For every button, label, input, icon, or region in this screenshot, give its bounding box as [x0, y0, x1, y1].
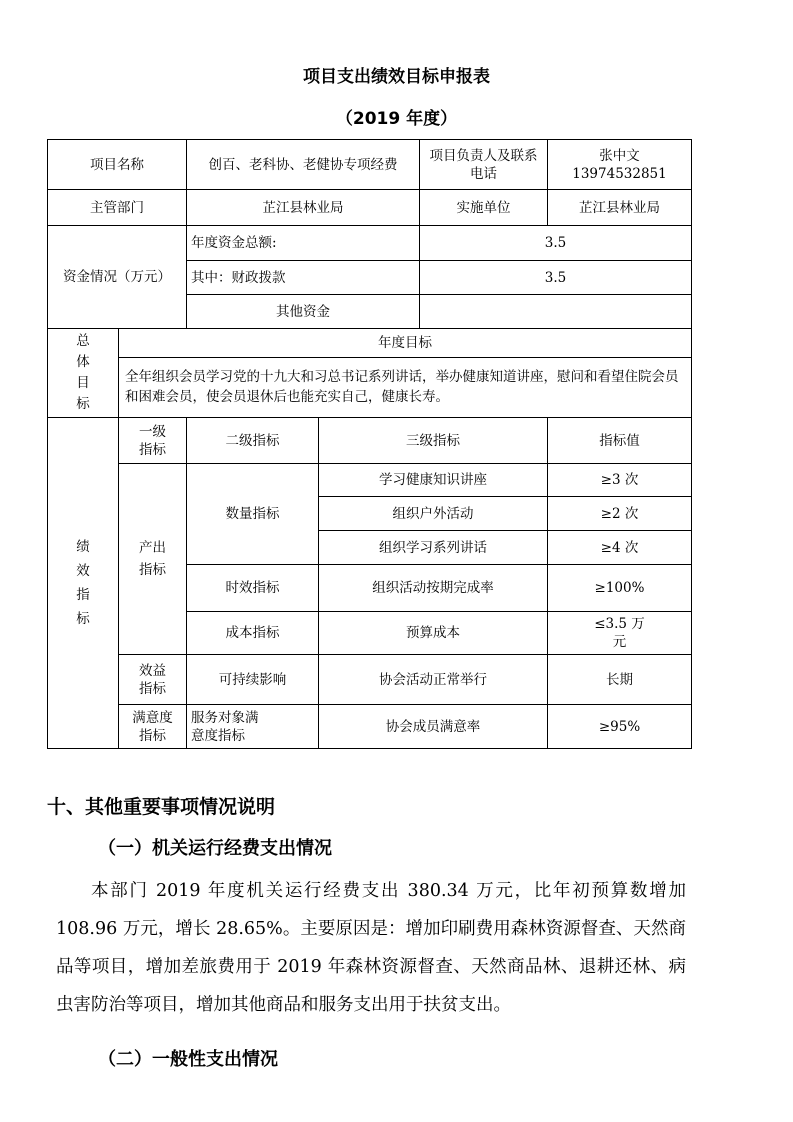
perf-label [48, 418, 119, 749]
benefit-label [119, 655, 187, 705]
performance-form-table [47, 139, 692, 749]
funds-other-label: 其他资金 [187, 295, 420, 329]
benefit-value: 长期 [548, 655, 692, 705]
dept-value: 芷江县林业局 [187, 190, 420, 226]
perf-label-text: 绩效指标 [76, 539, 90, 627]
output-label-text: 产出指标 [139, 540, 166, 578]
satisfaction-value: ≥95% [548, 705, 692, 749]
quantity-row-2-value: ≥2 次 [548, 497, 692, 531]
dept-label: 主管部门 [48, 190, 187, 226]
quantity-row-2-l3: 组织户外活动 [319, 497, 548, 531]
quantity-row-3-value: ≥4 次 [548, 531, 692, 565]
benefit-l3: 协会活动正常举行 [319, 655, 548, 705]
section-10-1-heading: （一）机关运行经费支出情况 [98, 838, 332, 859]
funds-total-value: 3.5 [420, 226, 692, 261]
cost-label: 成本指标 [187, 612, 319, 655]
col-value-header: 指标值 [548, 418, 692, 464]
satisfaction-l2-text: 服务对象满意度指标 [191, 709, 259, 744]
benefit-label-text: 效益指标 [139, 662, 166, 697]
quantity-row-1-l3: 学习健康知识讲座 [319, 464, 548, 497]
col-l1-header [119, 418, 187, 464]
col-l2-header: 二级指标 [187, 418, 319, 464]
quantity-label: 数量指标 [187, 464, 319, 565]
goal-text: 全年组织会员学习党的十九大和习总书记系列讲话，举办健康知道讲座，慰问和看望住院会员和困难会员，使会员退休后也能充实自己，健康长寿。 [119, 357, 692, 417]
funds-fiscal-value: 3.5 [420, 261, 692, 295]
timeliness-value: ≥100% [548, 565, 692, 612]
funds-label: 资金情况（万元） [48, 226, 187, 329]
cost-l3: 预算成本 [319, 612, 548, 655]
col-l3-header: 三级指标 [319, 418, 548, 464]
satisfaction-l3: 协会成员满意率 [319, 705, 548, 749]
section-10-1-paragraph: 本部门 2019 年度机关运行经费支出 380.34 万元，比年初预算数增加 108.96 万元，增长 28.65%。主要原因是：增加印刷费用森林资源督查、天然商品等项目，增加差旅费用于 2019 年森林资源督查、天然商品林、退耕还林、病虫害防治等项目，增加其他商品和服务支出用于扶贫支出。 [56, 881, 686, 1015]
impl-value: 芷江县林业局 [548, 190, 692, 226]
timeliness-label: 时效指标 [187, 565, 319, 612]
benefit-l2: 可持续影响 [187, 655, 319, 705]
quantity-row-1-value: ≥3 次 [548, 464, 692, 497]
section-10-heading: 十、其他重要事项情况说明 [47, 796, 276, 818]
project-name-value: 创百、老科协、老健协专项经费 [187, 140, 420, 190]
funds-fiscal-label: 其中：财政拨款 [187, 261, 420, 295]
quantity-row-3-l3: 组织学习系列讲话 [319, 531, 548, 565]
satisfaction-l2 [187, 705, 319, 749]
section-10-2-heading: （二）一般性支出情况 [98, 1049, 278, 1070]
goal-label-text: 总体目标 [76, 333, 90, 412]
contact-label: 项目负责人及联系电话 [420, 140, 548, 190]
satisfaction-label [119, 705, 187, 749]
goal-label [48, 329, 119, 418]
col-l1-header-text: 一级指标 [139, 423, 166, 458]
impl-label: 实施单位 [420, 190, 548, 226]
form-title: 项目支出绩效目标申报表 [303, 67, 490, 87]
satisfaction-label-text: 满意度指标 [132, 709, 173, 744]
goal-header: 年度目标 [119, 329, 692, 358]
form-year: （2019 年度） [335, 109, 458, 129]
funds-total-label: 年度资金总额: [187, 226, 420, 261]
funds-other-value [420, 295, 692, 329]
contact-value: 张中文 13974532851 [548, 140, 692, 190]
output-label [119, 464, 187, 655]
cost-value-text: ≤3.5 万元 [594, 616, 645, 650]
cost-value [548, 612, 692, 655]
timeliness-l3: 组织活动按期完成率 [319, 565, 548, 612]
project-name-label: 项目名称 [48, 140, 187, 190]
